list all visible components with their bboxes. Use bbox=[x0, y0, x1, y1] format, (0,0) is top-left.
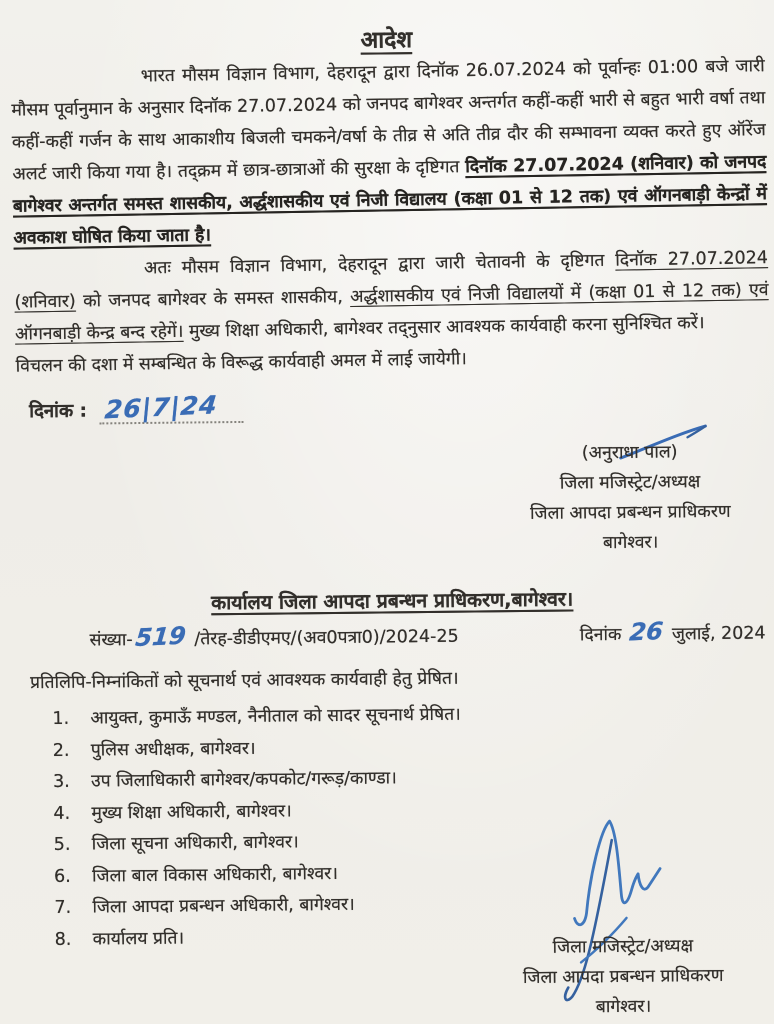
order-paragraph-2 bbox=[14, 242, 769, 350]
list-item-number: 7. bbox=[54, 897, 72, 918]
list-item-number: 1. bbox=[52, 708, 70, 729]
list-item-text: आयुक्त, कुमाऊँ मण्डल, नैनीताल को सादर सूचनार्थ प्रेषित। bbox=[90, 704, 461, 729]
signatory-block-bottom bbox=[473, 930, 774, 1023]
list-item-number: 6. bbox=[53, 866, 71, 887]
signatory-place: बागेश्वर। bbox=[595, 996, 652, 1018]
paragraph-2-text-2: को जनपद बागेश्वर के समस्त शासकीय, bbox=[75, 287, 351, 312]
list-item-number: 2. bbox=[52, 740, 70, 761]
office-heading-text: कार्यालय जिला आपदा प्रबन्धन प्राधिकरण,बागेश्वर। bbox=[211, 587, 574, 615]
list-item-text: उप जिलाधिकारी बागेश्वर/कपकोट/गरूड़/काण्डा। bbox=[90, 768, 397, 792]
paragraph-2-text-3: मुख्य शिक्षा अधिकारी, बागेश्वर तद्नुसार आवश्यक कार्यवाही करना सुनिश्चित करें। bbox=[183, 313, 705, 342]
handwritten-date-row bbox=[29, 392, 244, 423]
copy-distribution-list bbox=[52, 698, 663, 956]
list-item-number: 8. bbox=[54, 929, 72, 950]
signatory-designation: जिला मजिस्ट्रेट/अध्यक्ष bbox=[552, 936, 694, 958]
date-dotted-line bbox=[99, 390, 243, 425]
issue-date-label: दिनांक bbox=[579, 624, 622, 646]
handwritten-issue-day: 26 bbox=[628, 616, 665, 647]
list-item-number: 5. bbox=[53, 834, 71, 855]
signatory-block-top bbox=[496, 436, 765, 559]
paragraph-2-text-1: अतः मौसम विज्ञान विभाग, देहरादून द्वारा जारी चेतावनी के दृष्टिगत bbox=[143, 250, 616, 279]
paragraph-1-emphasis: दिनॉक 27.07.2024 (शनिवार) को जनपद बागेश्वर अन्तर्गत समस्त शासकीय, अर्द्धशासकीय एवं निजी विद्यालय (कक्षा 01 से 12 तक) एवं ऑगनबाड़ी केन्द्रों में अवकाश घोषित किया जाता है। bbox=[12, 152, 768, 249]
reference-row bbox=[89, 616, 765, 651]
list-item-text: जिला बाल विकास अधिकारी, बागेश्वर। bbox=[91, 863, 339, 887]
list-item-number: 4. bbox=[53, 803, 71, 824]
paragraph-2-underline-2: अर्द्धशासकीय एवं निजी विद्यालयों में (कक्षा 01 से 12 तक) एवं ऑगनबाड़ी केन्द्र बन्द रहेगें। bbox=[14, 280, 769, 345]
issue-date-rest: जुलाई, 2024 bbox=[671, 623, 766, 645]
issue-date bbox=[580, 616, 766, 646]
order-paragraph-3: विचलन की दशा में सम्बन्धित के विरूद्ध कार्यवाही अमल में लाई जायेगी। bbox=[15, 349, 468, 377]
signatory-place: बागेश्वर। bbox=[602, 532, 659, 554]
office-heading bbox=[5, 582, 774, 617]
order-body bbox=[11, 50, 770, 382]
list-item-text: मुख्य शिक्षा अधिकारी, बागेश्वर। bbox=[91, 800, 292, 824]
handwritten-ref-number: 519 bbox=[134, 621, 188, 652]
signatory-authority: जिला आपदा प्रबन्धन प्राधिकरण bbox=[529, 501, 731, 524]
copy-distribution-intro: प्रतिलिपि-निम्नांकितों को सूचनार्थ एवं आवश्यक कार्यवाही हेतु प्रेषित। bbox=[29, 668, 459, 694]
signatory-designation: जिला मजिस्ट्रेट/अध्यक्ष bbox=[559, 472, 701, 494]
list-item-text: पुलिस अधीक्षक, बागेश्वर। bbox=[90, 738, 256, 761]
signatory-authority: जिला आपदा प्रबन्धन प्राधिकरण bbox=[522, 965, 724, 989]
list-item-text: कार्यालय प्रति। bbox=[92, 928, 185, 950]
order-paragraph-1 bbox=[11, 50, 768, 254]
reference-label: संख्या- bbox=[89, 630, 133, 651]
handwritten-date-value: 26|7|24 bbox=[103, 390, 220, 425]
reference-number bbox=[89, 620, 458, 652]
signatory-name: (अनुराधा पाल) bbox=[581, 442, 678, 464]
paragraph-1-text: भारत मौसम विज्ञान विभाग, देहरादून द्वारा दिनॉक 26.07.2024 को पूर्वान्हः 01:00 बजे जारी मौसम पूर्वानुमान के अनुसार दिनॉक 27.07.2024 को जनपद बागेश्वर अन्तर्गत कहीं-कहीं भारी से बहुत भारी वर्षा तथा कहीं-कहीं गर्जन के साथ आकाशीय बिजली चमकने/वर्षा के तीव्र से अति तीव्र दौर की सम्भावना व्यक्त करते हुए ऑरेंज अलर्ट जारी किया गया है। तद्क्रम में छात्र-छात्राओं की सुरक्षा के दृष्टिगत bbox=[11, 56, 766, 185]
order-title-text: आदेश bbox=[360, 27, 413, 54]
list-item-text: जिला आपदा प्रबन्धन अधिकारी, बागेश्वर। bbox=[92, 894, 355, 918]
reference-suffix: /तेरह-डीडीएमए/(अव0पत्रा0)/2024-25 bbox=[194, 626, 459, 650]
date-label: दिनांक : bbox=[29, 400, 88, 423]
list-item-number: 3. bbox=[52, 771, 70, 792]
paragraph-2-underline-1: दिनॉक 27.07.2024 (शनिवार) bbox=[14, 248, 769, 313]
list-item-text: जिला सूचना अधिकारी, बागेश्वर। bbox=[91, 832, 299, 855]
